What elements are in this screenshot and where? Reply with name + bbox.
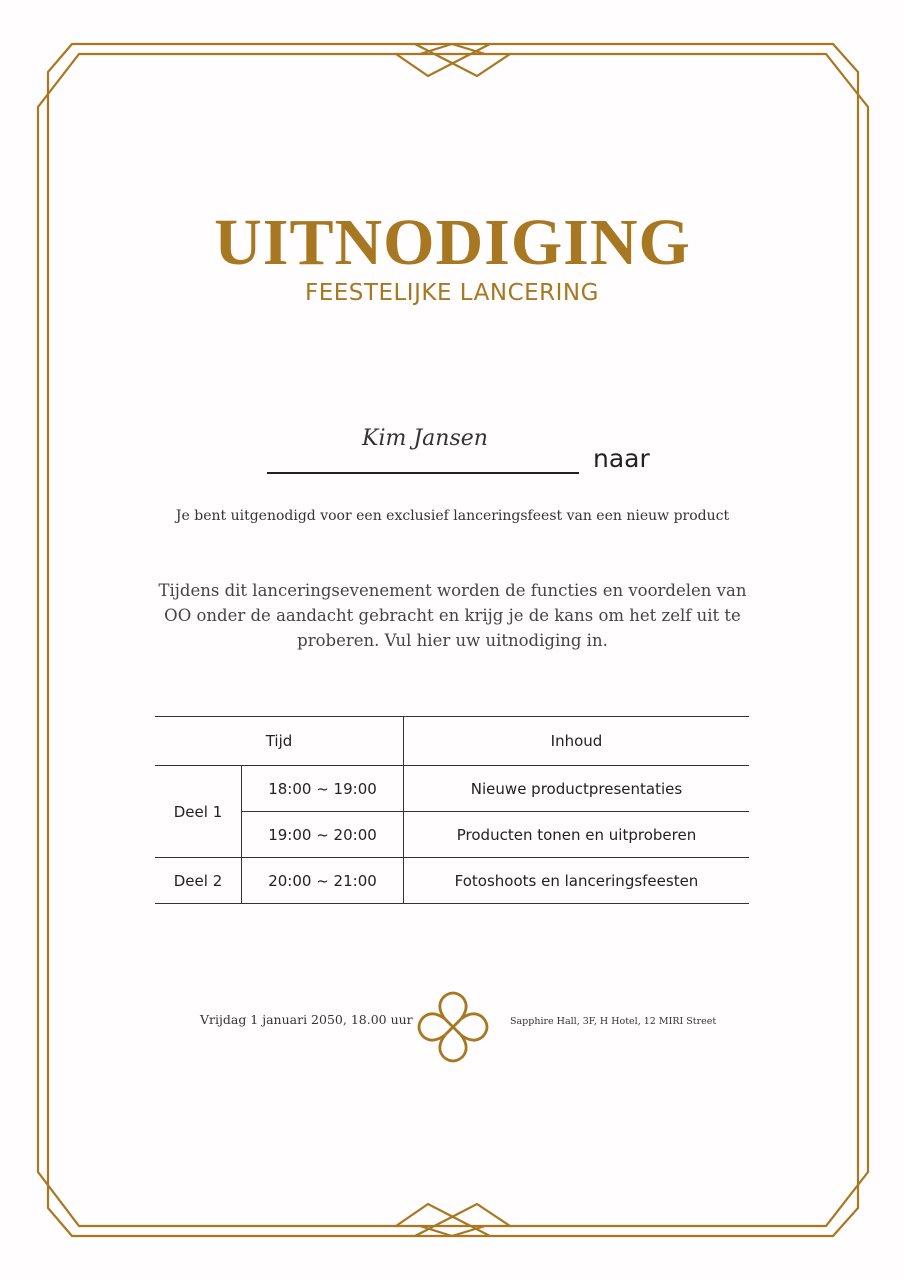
to-label: naar: [593, 444, 650, 473]
body-text: Tijdens dit lanceringsevenement worden de functies en voordelen van OO onder de aandacht gebracht en krijg je de kans om het zelf uit te proberen. Vul hier uw uitnodiging in.: [158, 581, 747, 650]
intro-text: Je bent uitgenodigd voor een exclusief lanceringsfeest van een nieuw product: [175, 508, 730, 524]
recipient-name: Kim Jansen: [362, 426, 488, 451]
event-address: Sapphire Hall, 3F, H Hotel, 12 MIRI Street: [510, 1016, 717, 1027]
part-cell: Deel 2: [155, 858, 242, 904]
bottom-ornament: [396, 1204, 510, 1236]
table-row: [155, 812, 749, 858]
time-cell: 20:00 ~ 21:00: [242, 858, 404, 904]
content-cell: Fotoshoots en lanceringsfeesten: [404, 858, 750, 904]
part-cell: Deel 1: [155, 766, 242, 858]
content-cell: Producten tonen en uitproberen: [404, 812, 750, 858]
table-row: [155, 766, 749, 812]
content-cell: Nieuwe productpresentaties: [404, 766, 750, 812]
top-ornament: [396, 44, 510, 76]
invitation-subtitle: FEESTELIJKE LANCERING: [305, 280, 599, 306]
header-time: Tijd: [155, 717, 404, 766]
name-underline: [267, 472, 579, 474]
table-header-row: [155, 717, 749, 766]
header-content: Inhoud: [404, 717, 750, 766]
table-row: [155, 858, 749, 904]
knot-icon: [419, 993, 487, 1061]
time-cell: 19:00 ~ 20:00: [242, 812, 404, 858]
event-date: Vrijdag 1 januari 2050, 18.00 uur: [200, 1012, 413, 1027]
schedule-table: [155, 716, 749, 904]
invitation-title: UITNODIGING: [214, 206, 691, 279]
time-cell: 18:00 ~ 19:00: [242, 766, 404, 812]
